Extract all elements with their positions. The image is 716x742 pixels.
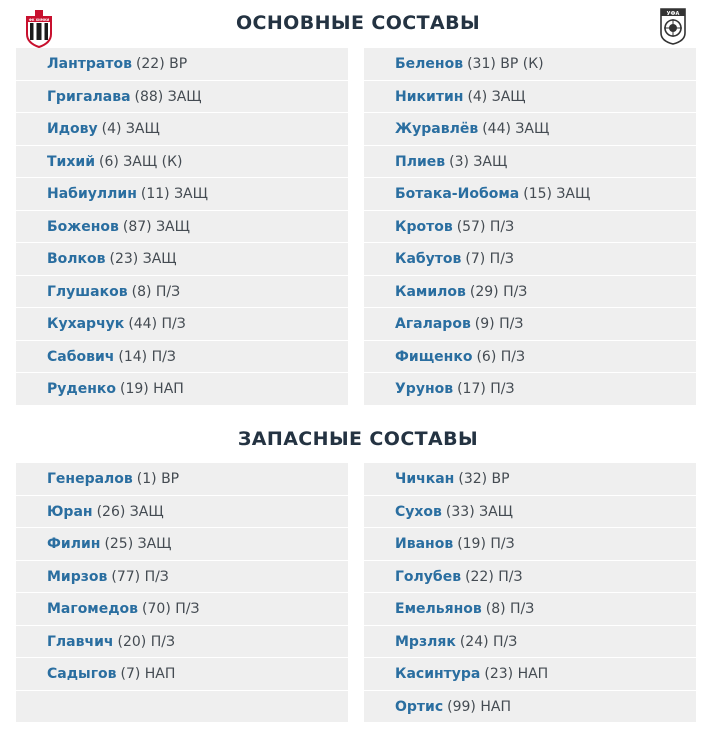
player-name-link[interactable]: Кабутов bbox=[395, 251, 462, 267]
player-name-link[interactable]: Касинтура bbox=[395, 666, 481, 682]
player-number-position: (99) НАП bbox=[447, 698, 511, 715]
player-name-link[interactable]: Боженов bbox=[47, 218, 119, 235]
player-row bbox=[364, 658, 696, 691]
player-name-link[interactable]: Кротов bbox=[395, 218, 453, 235]
player-name-link[interactable]: Журавлёв bbox=[395, 121, 479, 137]
player-row bbox=[364, 146, 696, 179]
player-number-position: (3) ЗАЩ bbox=[449, 153, 508, 170]
player-name-link[interactable]: Филин bbox=[47, 536, 101, 552]
player-number-position: (7) НАП bbox=[120, 666, 176, 682]
player-number-position: (1) ВР bbox=[136, 471, 180, 487]
player-row bbox=[364, 308, 696, 341]
player-row bbox=[16, 496, 348, 529]
player-row bbox=[364, 626, 696, 659]
player-row bbox=[16, 626, 348, 659]
player-number-position: (77) П/З bbox=[111, 568, 169, 585]
khimki-crest-text: ФК ХИМКИ bbox=[28, 18, 50, 22]
player-number-position: (44) П/З bbox=[128, 316, 186, 332]
player-name-link[interactable]: Беленов bbox=[395, 56, 464, 72]
away-starting-list bbox=[364, 48, 696, 406]
player-name-link[interactable]: Никитин bbox=[395, 88, 464, 105]
player-name-link[interactable]: Чичкан bbox=[395, 471, 455, 487]
player-row bbox=[364, 178, 696, 211]
player-number-position: (23) ЗАЩ bbox=[109, 251, 177, 267]
player-number-position: (4) ЗАЩ bbox=[101, 121, 160, 137]
player-name-link[interactable]: Мирзов bbox=[47, 568, 108, 585]
player-number-position: (4) ЗАЩ bbox=[467, 88, 526, 105]
player-row bbox=[364, 463, 696, 496]
player-row bbox=[364, 81, 696, 114]
home-starting-list bbox=[16, 48, 348, 406]
substitutes-title: ЗАПАСНЫЕ СОСТАВЫ bbox=[237, 428, 479, 450]
player-row bbox=[16, 81, 348, 114]
player-number-position: (7) П/З bbox=[465, 251, 514, 267]
player-row bbox=[364, 528, 696, 561]
player-number-position: (15) ЗАЩ bbox=[523, 186, 591, 202]
player-number-position: (31) ВР (К) bbox=[467, 56, 544, 72]
player-row bbox=[16, 561, 348, 594]
player-name-link[interactable]: Главчич bbox=[47, 633, 114, 650]
player-name-link[interactable]: Агаларов bbox=[395, 316, 471, 332]
starting-lineups-title: ОСНОВНЫЕ СОСТАВЫ bbox=[235, 12, 481, 34]
player-name-link[interactable]: Голубев bbox=[395, 568, 462, 585]
player-name-link[interactable]: Руденко bbox=[47, 381, 116, 397]
player-row bbox=[16, 373, 348, 406]
player-number-position: (87) ЗАЩ bbox=[122, 218, 190, 235]
player-name-link[interactable]: Иванов bbox=[395, 536, 454, 552]
player-number-position: (8) П/З bbox=[485, 601, 535, 617]
player-name-link[interactable]: Набиуллин bbox=[47, 186, 137, 202]
home-subs-list bbox=[16, 463, 348, 723]
player-row bbox=[364, 243, 696, 276]
player-row bbox=[364, 341, 696, 374]
player-number-position: (6) ЗАЩ (К) bbox=[99, 153, 183, 170]
starting-lineups-header bbox=[0, 12, 716, 34]
player-name-link[interactable]: Генералов bbox=[47, 471, 133, 487]
player-number-position: (26) ЗАЩ bbox=[96, 503, 164, 520]
player-row bbox=[16, 308, 348, 341]
player-name-link[interactable]: Сухов bbox=[395, 503, 442, 520]
ufa-crest-icon[interactable] bbox=[659, 5, 687, 45]
player-row bbox=[16, 658, 348, 691]
player-number-position: (11) ЗАЩ bbox=[140, 186, 208, 202]
player-number-position: (24) П/З bbox=[459, 633, 518, 650]
player-row bbox=[364, 496, 696, 529]
player-row bbox=[364, 113, 696, 146]
player-number-position: (6) П/З bbox=[476, 348, 525, 365]
player-name-link[interactable]: Ботака-Иобома bbox=[395, 186, 520, 202]
player-row bbox=[364, 373, 696, 406]
player-row bbox=[16, 113, 348, 146]
player-row bbox=[364, 561, 696, 594]
player-name-link[interactable]: Камилов bbox=[395, 283, 466, 300]
player-name-link[interactable]: Садыгов bbox=[47, 666, 117, 682]
player-row bbox=[364, 691, 696, 724]
player-name-link[interactable]: Волков bbox=[47, 251, 106, 267]
player-number-position: (9) П/З bbox=[474, 316, 524, 332]
player-row bbox=[16, 276, 348, 309]
player-row bbox=[16, 146, 348, 179]
player-number-position: (29) П/З bbox=[469, 283, 528, 300]
player-number-position: (57) П/З bbox=[456, 218, 515, 235]
player-name-link[interactable]: Кухарчук bbox=[47, 316, 125, 332]
player-number-position: (70) П/З bbox=[142, 601, 200, 617]
player-number-position: (33) ЗАЩ bbox=[445, 503, 513, 520]
player-number-position: (14) П/З bbox=[118, 348, 176, 365]
player-name-link[interactable]: Идову bbox=[47, 121, 98, 137]
player-name-link[interactable]: Урунов bbox=[395, 381, 454, 397]
player-row bbox=[364, 211, 696, 244]
player-name-link[interactable]: Емельянов bbox=[395, 601, 482, 617]
player-row bbox=[364, 276, 696, 309]
player-row bbox=[364, 593, 696, 626]
player-number-position: (44) ЗАЩ bbox=[482, 121, 550, 137]
player-name-link[interactable]: Мрзляк bbox=[395, 633, 456, 650]
khimki-crest-icon[interactable] bbox=[24, 8, 54, 48]
player-row bbox=[364, 48, 696, 81]
away-subs-list bbox=[364, 463, 696, 723]
player-name-link[interactable]: Григалава bbox=[47, 88, 131, 105]
ufa-crest-text: УФА bbox=[666, 10, 680, 17]
player-name-link[interactable]: Юран bbox=[47, 503, 93, 520]
player-number-position: (88) ЗАЩ bbox=[134, 88, 202, 105]
substitutes-header bbox=[0, 428, 716, 450]
player-row bbox=[16, 691, 348, 724]
player-name-link[interactable]: Плиев bbox=[395, 153, 446, 170]
player-row bbox=[16, 463, 348, 496]
player-row bbox=[16, 593, 348, 626]
player-row bbox=[16, 178, 348, 211]
player-number-position: (19) НАП bbox=[119, 381, 184, 397]
player-number-position: (23) НАП bbox=[484, 666, 549, 682]
player-row bbox=[16, 243, 348, 276]
player-row bbox=[16, 211, 348, 244]
player-name-link[interactable]: Сабович bbox=[47, 348, 115, 365]
player-number-position: (32) ВР bbox=[458, 471, 510, 487]
player-name-link[interactable]: Лантратов bbox=[47, 56, 132, 72]
player-row bbox=[16, 528, 348, 561]
player-row bbox=[16, 48, 348, 81]
player-name-link[interactable]: Фищенко bbox=[395, 348, 473, 365]
player-number-position: (20) П/З bbox=[117, 633, 175, 650]
player-name-link[interactable]: Магомедов bbox=[47, 601, 139, 617]
player-row bbox=[16, 341, 348, 374]
player-number-position: (8) П/З bbox=[131, 283, 181, 300]
player-number-position: (22) ВР bbox=[135, 56, 188, 72]
player-number-position: (25) ЗАЩ bbox=[104, 536, 172, 552]
player-name-link[interactable]: Ортис bbox=[395, 698, 444, 715]
player-number-position: (22) П/З bbox=[465, 568, 523, 585]
player-number-position: (19) П/З bbox=[457, 536, 515, 552]
player-name-link[interactable]: Тихий bbox=[47, 153, 96, 170]
player-name-link[interactable]: Глушаков bbox=[47, 283, 128, 300]
player-number-position: (17) П/З bbox=[457, 381, 515, 397]
